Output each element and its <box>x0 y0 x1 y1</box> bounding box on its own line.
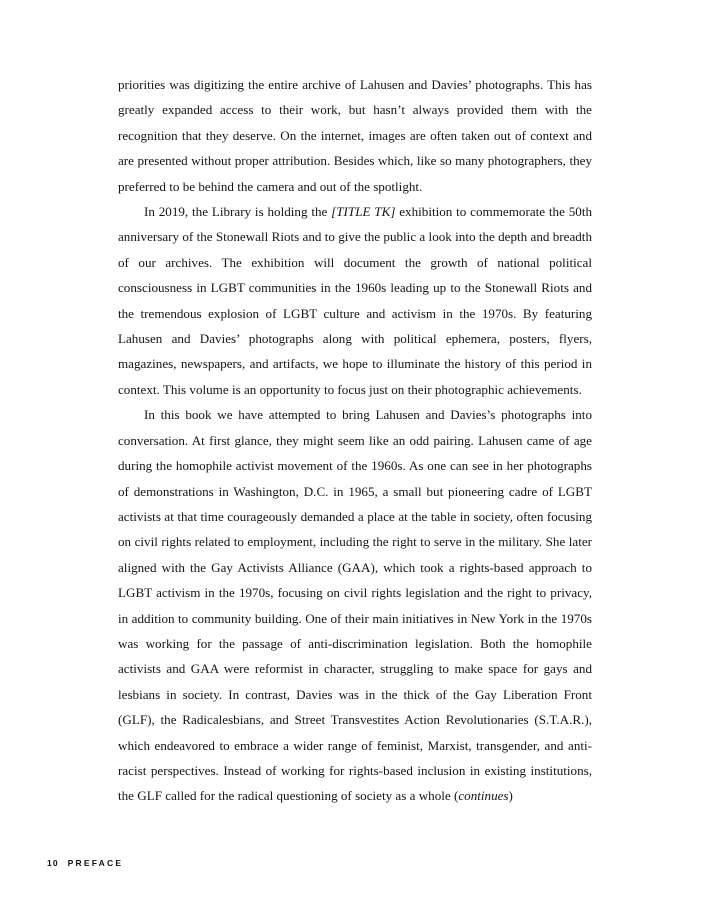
text-run: priorities was digitizing the entire archive of Lahusen and Davies’ photographs. This has greatly expanded access to their work, but hasn’t always provided them with the recognition that they deserve. On the internet, images are often taken out of context and are presented without proper attribution. Besides which, like so many photographers, they preferred to be behind the camera and out of the spotlight. <box>118 77 592 194</box>
running-head: PREFACE <box>67 858 124 868</box>
italic-run: continues <box>458 788 509 804</box>
italic-run: [TITLE TK] <box>331 204 396 220</box>
page-number: 10 <box>47 858 59 868</box>
page-footer <box>47 858 123 868</box>
body-text-column <box>118 72 592 809</box>
text-run: ) <box>508 788 513 804</box>
paragraph-2 <box>118 199 592 402</box>
paragraph-1 <box>118 72 592 199</box>
text-run: In this book we have attempted to bring Lahusen and Davies’s photographs into conversation. At first glance, they might seem like an odd pairing. Lahusen came of age during the homophile activist movement of the 1960s. As one can see in her photographs of demonstrations in Washington, D.C. in 1965, a small but pioneering cadre of LGBT activists at that time courageously demanded a place at the table in society, often focusing on civil rights related to employment, including the right to serve in the military. She later aligned with the Gay Activists Alliance (GAA), which took a rights-based approach to LGBT activism in the 1970s, focusing on civil rights legislation and the right to privacy, in addition to community building. One of their main initiatives in New York in the 1970s was working for the passage of anti-discrimination legislation. Both the homophile activists and GAA were reformist in character, struggling to make space for gays and lesbians in society. In contrast, Davies was in the thick of the Gay Liberation Front (GLF), the Radicalesbians, and Street Transvestites Action Revolutionaries (S.T.A.R.), which endeavored to embrace a wider range of feminist, Marxist, transgender, and anti-racist perspectives. Instead of working for rights-based inclusion in existing institutions, the GLF called for the radical questioning of society as a whole ( <box>118 407 592 804</box>
text-run: exhibition to commemorate the 50th anniversary of the Stonewall Riots and to give the public a look into the depth and breadth of our archives. The exhibition will document the growth of national political consciousness in LGBT communities in the 1960s leading up to the Stonewall Riots and the tremendous explosion of LGBT culture and activism in the 1970s. By featuring Lahusen and Davies’ photographs along with political ephemera, posters, flyers, magazines, newspapers, and artifacts, we hope to illuminate the history of this period in context. This volume is an opportunity to focus just on their photographic achievements. <box>118 204 593 397</box>
text-run: In 2019, the Library is holding the <box>144 204 332 220</box>
paragraph-3 <box>118 402 592 809</box>
